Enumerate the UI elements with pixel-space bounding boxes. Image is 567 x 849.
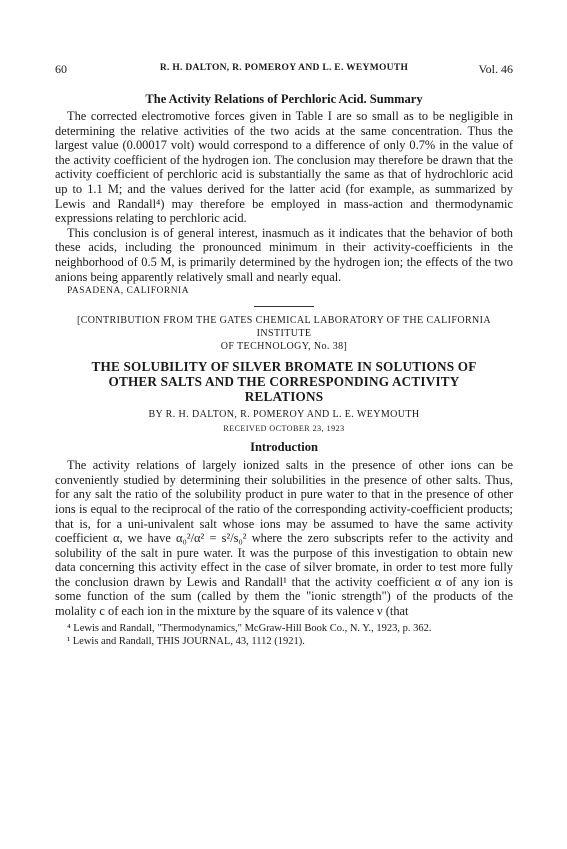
volume-label: Vol. 46	[478, 62, 513, 76]
summary-body	[55, 109, 513, 284]
place-line: PASADENA, CALIFORNIA	[67, 286, 190, 297]
article-title	[55, 359, 513, 404]
article-title-line-3: RELATIONS	[244, 389, 324, 405]
summary-heading: The Activity Relations of Perchloric Acid. Summary	[145, 92, 423, 106]
page-header	[55, 62, 513, 80]
contribution-note	[55, 314, 513, 353]
summary-paragraph-1: The corrected electromotive forces given in Table I are so small as to be negligible in determining the relative activities of the two acids at the same concentration. Thus the largest value (0.00017 volt) would correspond to a difference of only 0.7% in the value of the activity coefficient of the hydrogen ion. The conclusion may therefore be drawn that the activity coefficient of perchloric acid is substantially the same as that of hydrochloric acid up to 1.1 M; and the values derived for the latter acid (for example, as summarized by Lewis and Randall⁴) may therefore be employed in mass-action and thermodynamic expressions relating to perchloric acid.	[55, 109, 513, 226]
article-title-line-1: THE SOLUBILITY OF SILVER BROMATE IN SOLUTIONS OF	[91, 359, 477, 375]
footnote-4: ⁴ Lewis and Randall, "Thermodynamics," McGraw-Hill Book Co., N. Y., 1923, p. 362.	[67, 622, 432, 634]
summary-paragraph-2: This conclusion is of general interest, inasmuch as it indicates that the behavior of both these acids, including the pronounced minimum in their activity-coefficients in the neighborhood of 0.5 M, is primarily determined by the hydrogen ion; the effects of the two anions being apparently relatively small and nearly equal.	[55, 225, 513, 284]
introduction-body	[55, 458, 513, 619]
running-head: R. H. DALTON, R. POMEROY AND L. E. WEYMOUTH	[159, 63, 409, 73]
received-date: RECEIVED OCTOBER 23, 1923	[223, 424, 345, 434]
contribution-line-2: OF TECHNOLOGY, No. 38]	[220, 341, 348, 353]
footnotes	[55, 622, 513, 648]
introduction-heading: Introduction	[250, 440, 318, 455]
contribution-line-1: [CONTRIBUTION FROM THE GATES CHEMICAL LABORATORY OF THE CALIFORNIA INSTITUTE	[76, 315, 491, 340]
section-divider	[254, 306, 314, 307]
article-authors: BY R. H. DALTON, R. POMEROY AND L. E. WEYMOUTH	[148, 409, 420, 421]
introduction-paragraph: The activity relations of largely ionized salts in the presence of other ions can be conveniently studied by determining their solubilities in the presence of other salts. Thus, for any salt the ratio of the solubility product in pure water to that in the presence of other ions is equal to the reciprocal of the ratio of the corresponding activity-coefficient products; that is, for a uni-univalent salt whose ions may be assumed to have the same activity coefficient α, we have α₀²/α² = s²/s₀² where the zero subscripts refer to the activity and solubility of the salt in pure water. It was the purpose of this investigation to obtain new data concerning this activity effect in the case of silver bromate, in order to test more fully the conclusion drawn by Lewis and Randall¹ that the activity coefficient α of any ion is some function of the sum (called by them the "ionic strength") of the products of the molality c of each ion in the mixture by the square of its valence ν (that	[55, 458, 513, 619]
footnote-1: ¹ Lewis and Randall, THIS JOURNAL, 43, 1112 (1921).	[67, 635, 305, 647]
journal-page	[55, 62, 513, 648]
article-title-line-2: OTHER SALTS AND THE CORRESPONDING ACTIVITY	[108, 374, 460, 390]
page-number: 60	[55, 62, 67, 76]
